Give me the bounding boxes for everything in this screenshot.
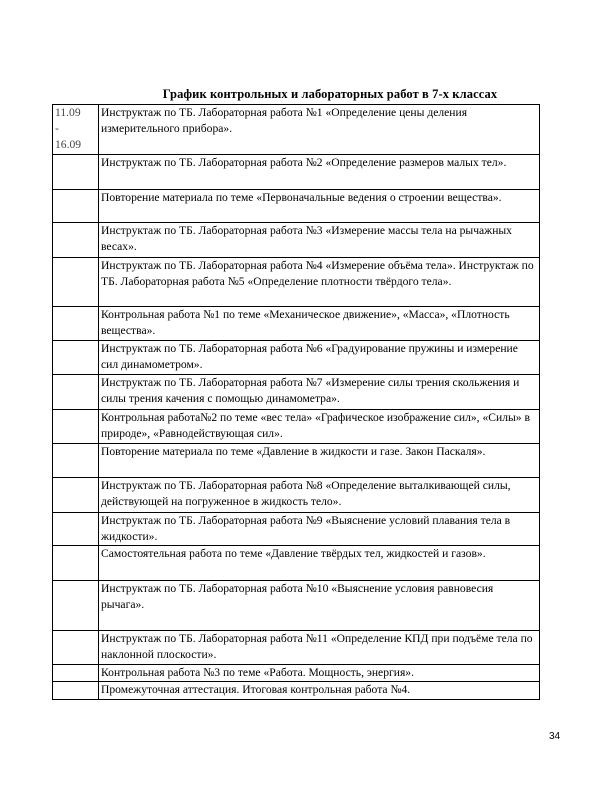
table-row <box>53 478 540 513</box>
work-description-cell <box>99 546 540 581</box>
date-cell <box>53 375 99 410</box>
work-description: Инструктаж по ТБ. Лабораторная работа №6 «Градуирование пружины и измерение сил динамометром». <box>101 342 518 371</box>
date-cell <box>53 190 99 223</box>
date-cell <box>53 581 99 631</box>
work-description: Инструктаж по ТБ. Лабораторная работа №8 «Определение выталкивающей силы, действующей на погруженное в жидкость тело». <box>101 479 511 508</box>
date-cell <box>53 258 99 307</box>
date-cell <box>53 307 99 341</box>
work-description-cell <box>99 341 540 375</box>
work-description-cell <box>99 258 540 307</box>
table-row <box>53 513 540 546</box>
date-cell: 11.09 - 16.09 <box>53 105 99 155</box>
table-row <box>53 105 540 155</box>
work-description: Инструктаж по ТБ. Лабораторная работа №11 «Определение КПД при подъёме тела по наклонной плоскости». <box>101 632 533 661</box>
date-cell <box>53 478 99 513</box>
table-row <box>53 223 540 258</box>
table-row <box>53 546 540 581</box>
work-description-cell <box>99 665 540 682</box>
work-description-cell <box>99 444 540 478</box>
date-cell <box>53 546 99 581</box>
work-description: Инструктаж по ТБ. Лабораторная работа №4 «Измерение объёма тела». Инструктаж по ТБ. Лабораторная работа №5 «Определение плотности твёрдого тела». <box>101 259 534 288</box>
table-row <box>53 410 540 444</box>
work-description-cell <box>99 375 540 410</box>
work-description: Самостоятельная работа по теме «Давление твёрдых тел, жидкостей и газов». <box>101 547 486 560</box>
work-description-cell <box>99 223 540 258</box>
work-description: Инструктаж по ТБ. Лабораторная работа №2 «Определение размеров малых тел». <box>101 156 507 169</box>
table-row <box>53 631 540 665</box>
date-cell <box>53 665 99 682</box>
work-description: Инструктаж по ТБ. Лабораторная работа №9 «Выяснение условий плавания тела в жидкости». <box>101 514 511 543</box>
page-title: График контрольных и лабораторных работ в 7-х классах <box>162 87 498 101</box>
work-description: Промежуточная аттестация. Итоговая контрольная работа №4. <box>101 683 411 696</box>
date-cell <box>53 223 99 258</box>
table-row <box>53 307 540 341</box>
work-description-cell <box>99 307 540 341</box>
work-description: Инструктаж по ТБ. Лабораторная работа №7 «Измерение силы трения скольжения и силы трения качения с помощью динамометра». <box>101 376 520 405</box>
table-row <box>53 155 540 190</box>
work-description: Инструктаж по ТБ. Лабораторная работа №3 «Измерение массы тела на рычажных весах». <box>101 224 512 253</box>
schedule-table <box>52 104 540 700</box>
date-cell <box>53 631 99 665</box>
work-description: Контрольная работа№2 по теме «вес тела» «Графическое изображение сил», «Силы» в природе», «Равнодействующая сил». <box>101 411 530 440</box>
page-number: 34 <box>549 731 561 742</box>
table-row <box>53 581 540 631</box>
work-description-cell <box>99 410 540 444</box>
work-description: Инструктаж по ТБ. Лабораторная работа №10 «Выяснение условия равновесия рычага». <box>101 582 494 611</box>
table-row <box>53 190 540 223</box>
table-row <box>53 258 540 307</box>
date-cell <box>53 341 99 375</box>
table-row <box>53 665 540 682</box>
work-description: Повторение материала по теме «Давление в жидкости и газе. Закон Паскаля». <box>101 445 486 458</box>
work-description-cell <box>99 478 540 513</box>
work-description-cell <box>99 513 540 546</box>
date-cell <box>53 513 99 546</box>
work-description-cell <box>99 155 540 190</box>
schedule-table-body <box>53 105 540 700</box>
work-description: Инструктаж по ТБ. Лабораторная работа №1 «Определение цены деления измерительного прибора». <box>101 106 468 135</box>
work-description: Повторение материала по теме «Первоначальные ведения о строении вещества». <box>101 191 502 204</box>
work-description-cell <box>99 105 540 155</box>
work-description: Контрольная работа №3 по теме «Работа. Мощность, энергия». <box>101 666 414 679</box>
work-description-cell <box>99 190 540 223</box>
work-description-cell <box>99 631 540 665</box>
date-cell <box>53 682 99 700</box>
date-cell <box>53 410 99 444</box>
table-row <box>53 444 540 478</box>
table-row <box>53 341 540 375</box>
table-row <box>53 682 540 700</box>
work-description: Контрольная работа №1 по теме «Механическое движение», «Масса», «Плотность вещества». <box>101 308 510 337</box>
work-description-cell <box>99 682 540 700</box>
work-description-cell <box>99 581 540 631</box>
date-cell <box>53 155 99 190</box>
table-row <box>53 375 540 410</box>
date-cell <box>53 444 99 478</box>
